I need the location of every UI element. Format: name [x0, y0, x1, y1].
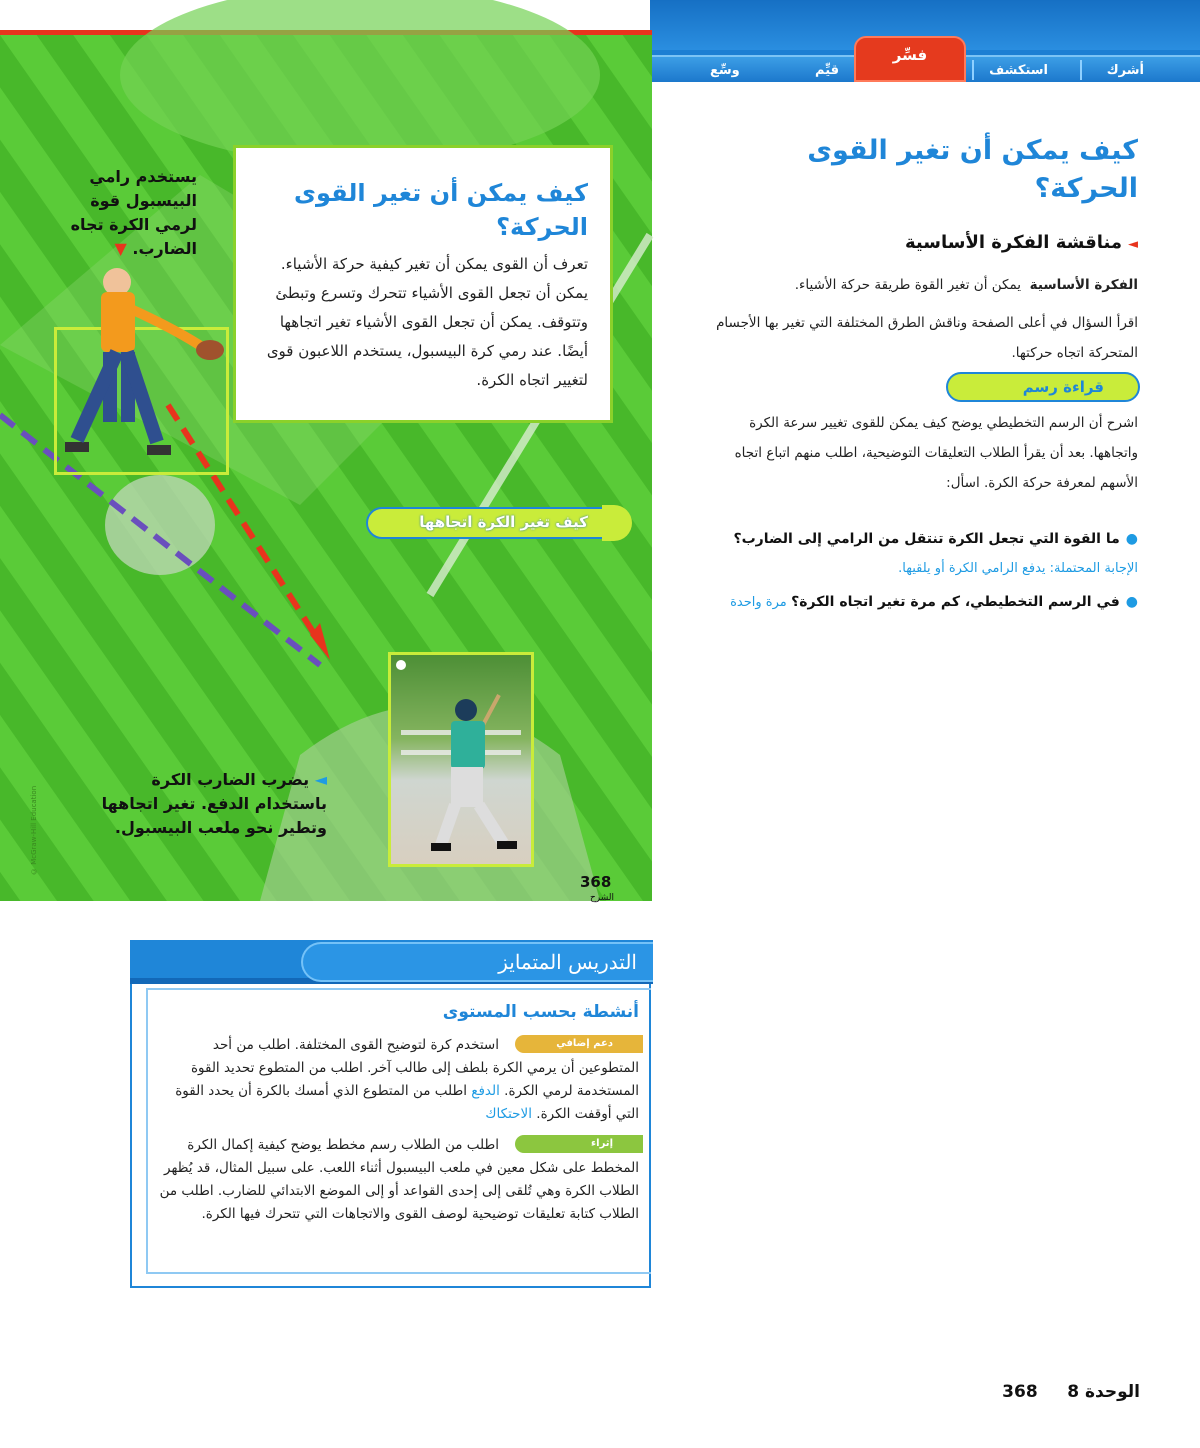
question-bullet-2	[708, 588, 1138, 617]
pitcher-figure	[57, 330, 226, 472]
tab-extend[interactable]: وسِّع	[710, 63, 740, 78]
batter-pants	[451, 767, 483, 807]
diff-title: التدريس المتمايز	[498, 950, 637, 974]
baseball-icon	[396, 660, 406, 670]
ball-direction-banner	[366, 507, 620, 539]
big-idea-heading-text: مناقشة الفكرة الأساسية	[905, 232, 1122, 253]
copyright: © McGraw-Hill Education	[30, 785, 38, 875]
banner-text: كيف تغير الكرة اتجاهها	[419, 513, 588, 531]
tab-explain-label: فسِّر	[892, 46, 928, 64]
question-box	[233, 145, 613, 423]
left-triangle-icon: ◄	[309, 770, 327, 789]
support-answer-2: الاحتكاك	[485, 1106, 532, 1122]
question-title: كيف يمكن أن تغير القوى الحركة؟	[294, 179, 588, 241]
batter-photo-frame	[388, 652, 534, 867]
pitcher-caption-text: يستخدم رامي البيسبول قوة لرمي الكرة تجاه الضارب.	[70, 167, 197, 258]
pitcher-photo-frame	[54, 327, 229, 475]
footer-unit: الوحدة 8	[1067, 1382, 1140, 1402]
big-idea-heading	[905, 232, 1138, 253]
support-tag: دعم إضافي	[515, 1035, 643, 1053]
support-text-2: اطلب من المتطوع الذي أمسك بالكرة أن يحدد القوة التي أوقفت الكرة.	[175, 1083, 639, 1122]
answer-2: مرة واحدة	[730, 595, 787, 610]
tab-evaluate[interactable]: قيِّم	[815, 63, 840, 78]
diff-inner-frame	[146, 988, 651, 1274]
big-idea-line	[706, 270, 1138, 300]
reading-graph-text: قراءة رسم	[1022, 378, 1104, 396]
baseball-field-panel	[0, 30, 652, 903]
question-text: تعرف أن القوى يمكن أن تغير كيفية حركة الأشياء. يمكن أن تجعل القوى الأشياء تتحرك وتسرع وتبطئ وتتوقف. يمكن أن تجعل القوى الأشياء تغير اتجاهها أيضًا. عند رمي كرة البيسبول، يستخدم اللاعبون قوى لتغيير اتجاه الكرة.	[266, 255, 588, 389]
top-tab-band	[650, 0, 1200, 82]
diff-title-pill	[301, 942, 653, 982]
bullet-dot-icon: ●	[1125, 594, 1138, 610]
discuss-paragraph: اقرأ السؤال في أعلى الصفحة وناقش الطرق المختلفة التي تغير بها الأجسام المتحركة اتجاه حركتها.	[716, 315, 1138, 361]
support-answer-1: الدفع	[471, 1083, 500, 1099]
helmet	[455, 699, 477, 721]
question-bullet-1	[708, 525, 1138, 583]
enrich-tag: إثراء	[515, 1135, 643, 1153]
page-subtitle: الشرح	[590, 893, 615, 903]
pitcher-caption	[62, 165, 197, 261]
pitcher-shirt	[101, 292, 135, 352]
footer-page: 368	[1002, 1382, 1038, 1402]
page-number: 368	[580, 873, 612, 891]
down-triangle-icon: ▼	[114, 239, 127, 258]
page-footer	[1002, 1382, 1140, 1402]
tab-explain[interactable]	[854, 36, 966, 82]
batter-caption	[95, 768, 327, 840]
tab-separator	[972, 60, 974, 80]
batter-figure	[391, 655, 531, 864]
question-2: في الرسم التخطيطي، كم مرة تغير اتجاه الكرة؟	[791, 594, 1120, 610]
enrich-paragraph: اطلب من الطلاب رسم مخطط يوضح كيفية إكمال الكرة المخطط على شكل معين في ملعب البيسبول أثناء اللعب. على سبيل المثال، قد يُظهر الطلاب الكرة وهي تُلقى إلى إحدى القواعد أو إلى الموضع الابتدائي للضارب. اطلب من الطلاب كتابة تعليقات توضيحية لوصف القوى والاتجاهات التي تتحرك فيها الكرة.	[159, 1137, 639, 1222]
batter-jersey	[451, 721, 485, 769]
page-title: كيف يمكن أن تغير القوى الحركة؟	[807, 135, 1138, 204]
glove	[196, 340, 224, 360]
tab-explore[interactable]: استكشف	[989, 63, 1048, 78]
graph-paragraph: اشرح أن الرسم التخطيطي يوضح كيف يمكن للقوى تغيير سرعة الكرة واتجاهها. بعد أن يقرأ الطلاب التعليقات التوضيحية، اطلب منهم اتباع اتجاه الأسهم لمعرفة حركة الكرة. اسأل:	[734, 415, 1138, 491]
pitcher-mound	[105, 475, 215, 575]
support-paragraph	[153, 1034, 639, 1126]
diff-subtitle: أنشطة بحسب المستوى	[442, 1002, 639, 1022]
bullet-dot-icon: ●	[1125, 531, 1138, 547]
support-lead: استخدم كرة لتوضيح القوى المختلفة.	[294, 1037, 499, 1053]
batter-caption-text: يضرب الضارب الكرة باستخدام الدفع. تغير اتجاهها وتطير نحو ملعب البيسبول.	[101, 770, 327, 837]
answer-1: الإجابة المحتملة: يدفع الرامي الكرة أو يلقيها.	[898, 561, 1138, 576]
tab-engage[interactable]: أشرك	[1106, 63, 1144, 78]
big-idea-text: يمكن أن تغير القوة طريقة حركة الأشياء.	[794, 277, 1022, 293]
diff-header	[130, 940, 653, 984]
big-idea-label: الفكرة الأساسية	[1029, 277, 1138, 293]
differentiated-instruction-box	[130, 940, 651, 1288]
reading-graph-label	[946, 372, 1140, 402]
bat	[483, 695, 499, 725]
left-triangle-icon: ◄	[1128, 237, 1138, 252]
tab-separator	[1080, 60, 1082, 80]
question-1: ما القوة التي تجعل الكرة تنتقل من الرامي إلى الضارب؟	[733, 531, 1120, 547]
support-text: اطلب من أحد المتطوعين أن يرمي الكرة بلطف إلى طالب آخر. اطلب من المتطوع تحديد القوة المستخدمة لرمي الكرة.	[190, 1037, 639, 1099]
